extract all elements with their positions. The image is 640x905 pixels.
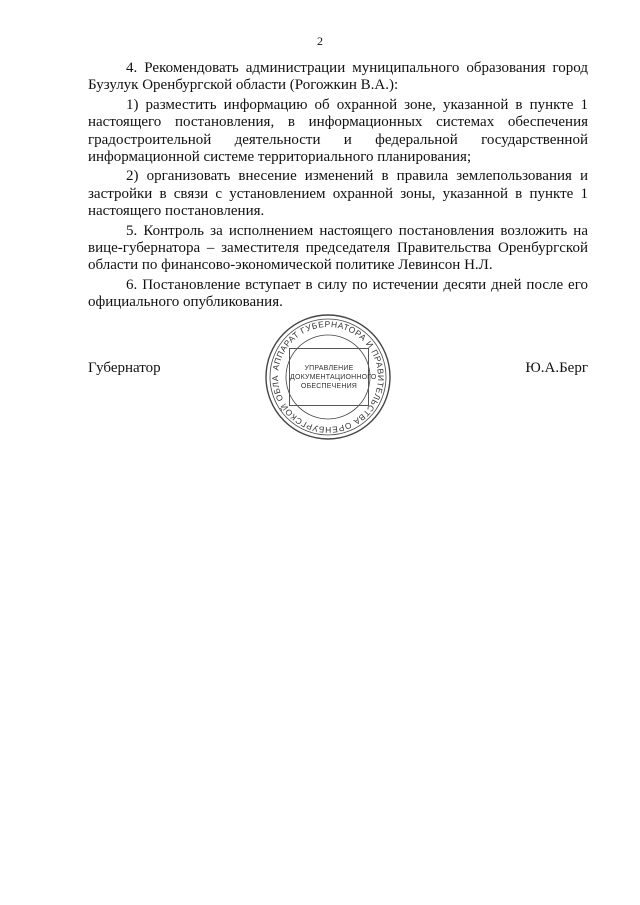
paragraph-4-1: 1) разместить информацию об охранной зоне, указанной в пункте 1 настоящего постановления, в информационных системах обеспечения градостроительной деятельности и федеральной государственной информационной системе территориального планирования;: [88, 96, 588, 166]
stamp-center-text: [289, 348, 377, 406]
paragraph-4-2: 2) организовать внесение изменений в правила землепользования и застройки в связи с установлением охранной зоны, указанной в пункте 1 настоящего постановления.: [88, 168, 588, 220]
stamp-center-line: УПРАВЛЕНИЕ: [304, 364, 354, 372]
signature-block: [88, 318, 588, 438]
document-body: [88, 60, 588, 314]
paragraph-6: 6. Постановление вступает в силу по истечении десяти дней после его официального опубликования.: [88, 276, 588, 311]
page-number: 2: [317, 34, 323, 48]
stamp-ring-text: АППАРАТ ГУБЕРНАТОРА И ПРАВИТЕЛЬСТВА ОРЕНБУРГСКОЙ ОБЛА: [269, 318, 387, 436]
signatory-name: Ю.А.Берг: [525, 360, 588, 376]
signatory-title: Губернатор: [88, 360, 161, 376]
stamp-center-line: ДОКУМЕНТАЦИОННОГО: [290, 373, 377, 381]
paragraph-4: 4. Рекомендовать администрации муниципального образования город Бузулук Оренбургской области (Рогожкин В.А.):: [88, 60, 588, 94]
stamp-center-line: ОБЕСПЕЧЕНИЯ: [300, 382, 358, 390]
paragraph-5: 5. Контроль за исполнением настоящего постановления возложить на вице-губернатора – заместителя председателя Правительства Оренбургской области по финансово-экономической политике Левинсон Н.Л.: [88, 222, 588, 274]
official-stamp: [263, 312, 393, 442]
